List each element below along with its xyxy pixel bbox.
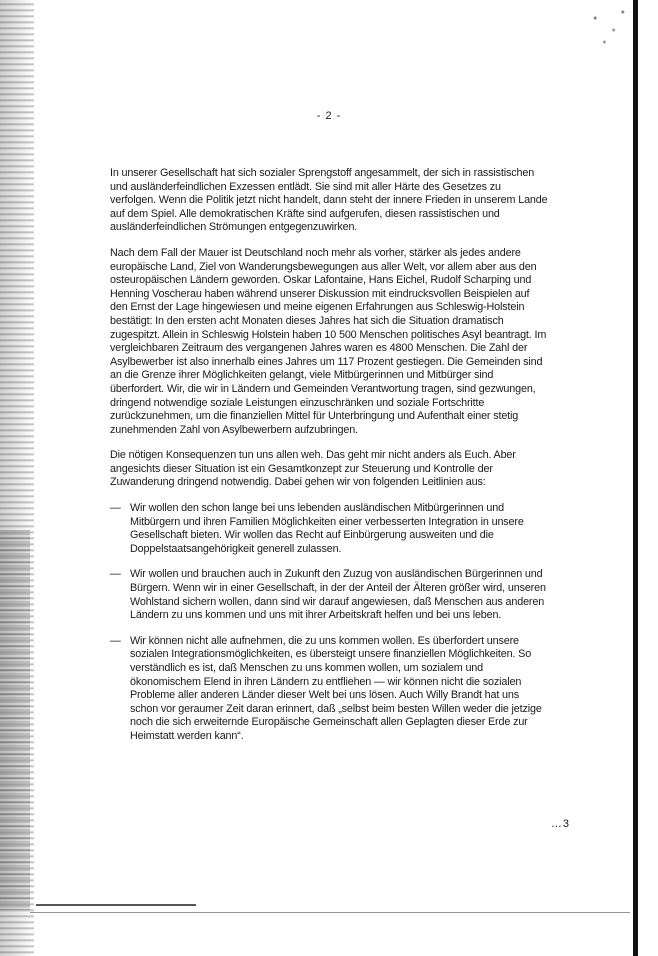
scan-mark-bottom — [36, 904, 196, 906]
dash-bullet: — — [110, 568, 121, 581]
dash-bullet: — — [110, 634, 121, 647]
scan-margin-right — [638, 0, 658, 956]
scan-shadow-left — [0, 530, 30, 910]
body-text — [110, 167, 548, 756]
guideline-text: Wir können nicht alle aufnehmen, die zu uns kommen wollen. Es überfordert unsere sozialen Integrationsmöglichkeiten, es übersteigt unsere finanziellen Möglichkeiten. So verständlich es ist, daß Menschen zu uns kommen wollen, um sozialem und ökonomischem Elend in ihren Ländern zu entfliehen — wir können nicht die sozialen Probleme aller anderen Länder dieser Welt bei uns lösen. Auch Willy Brandt hat uns schon vor geraumer Zeit daran erinnert, daß „selbst beim besten Willen weder die jetzige noch die sich erweiternde Europäische Gemeinschaft allen Geplagten dieser Erde zur Heimstatt werden kann“. — [130, 634, 542, 742]
page-number: - 2 - — [316, 110, 342, 122]
continuation-marker: …3 — [550, 818, 570, 830]
guideline-text: Wir wollen den schon lange bei uns lebenden ausländischen Mitbürgerinnen und Mitbürgern und ihren Familien Möglichkeiten einer verbesserten Integration in unsere Gesellschaft bieten. Wir wollen das Recht auf Einbürgerung ausweiten und die Doppelstaatsangehörigkeit generell zulassen. — [130, 502, 524, 555]
paragraph-3: Die nötigen Konsequenzen tun uns allen weh. Das geht mir nicht anders als Euch. Aber angesichts dieser Situation ist ein Gesamtkonzept zur Steuerung und Kontrolle der Zuwanderung dringend notwendig. Dabei gehen wir von folgenden Leitlinien aus: — [110, 449, 516, 489]
scan-speckle — [586, 0, 632, 60]
list-item — [110, 502, 548, 556]
guidelines-list — [110, 502, 548, 744]
paragraph-1: In unserer Gesellschaft hat sich sozialer Sprengstoff angesammelt, der sich in rassistischen und ausländerfeindlichen Exzessen entlädt. Sie sind mit aller Härte des Gesetzes zu verfolgen. Wenn die Politik jetzt nicht handelt, dann steht der innere Frieden in unserem Lande auf dem Spiel. Alle demokratischen Kräfte sind aufgerufen, diesen rassistischen und ausländerfeindlichen Strömungen entgegenzuwirken. — [110, 167, 548, 234]
list-item — [110, 568, 548, 622]
dash-bullet: — — [110, 502, 121, 515]
scan-line-bottom — [30, 912, 630, 913]
guideline-text: Wir wollen und brauchen auch in Zukunft den Zuzug von ausländischen Bürgerinnen und Bürgern. Wenn wir in einer Gesellschaft, in der der Anteil der Älteren größer wird, unseren Wohlstand sichern wollen, dann sind wir darauf angewiesen, daß Menschen aus anderen Ländern zu uns kommen und uns mit ihrer Arbeitskraft helfen und bei uns leben. — [130, 568, 546, 622]
paragraph-2: Nach dem Fall der Mauer ist Deutschland noch mehr als vorher, stärker als jedes andere europäische Land, Ziel von Wanderungsbewegungen aus aller Welt, vor allem aber aus den osteuropäischen Ländern geworden. Oskar Lafontaine, Hans Eichel, Rudolf Scharping und Henning Voscherau haben während unserer Diskussion mit eindrucksvollen Beispielen auf den Ernst der Lage hingewiesen und meine eigenen Erfahrungen aus Schleswig-Holstein bestätigt: In den ersten acht Monaten dieses Jahres hat sich die Situation dramatisch zugespitzt. Allein in Schleswig Holstein haben 10 500 Menschen politisches Asyl beantragt. Im vergleichbaren Zeitraum des vergangenen Jahres waren es 4800 Menschen. Die Zahl der Asylbewerber ist also innerhalb eines Jahres um 117 Prozent gestiegen. Die Gemeinden sind an die Grenze ihrer Möglichkeiten gelangt, viele Mitbürgerinnen und Mitbürger sind überfordert. Wir, die wir in Ländern und Gemeinden Verantwortung tragen, sind gezwungen, dringend notwendige soziale Leistungen einzuschränken und soziale Fortschritte zurückzunehmen, um die finanziellen Mittel für Unterbringung und Aufenthalt einer stetig zunehmenden Zahl von Asylbewerbern aufzubringen. — [110, 246, 547, 436]
list-item — [110, 635, 548, 744]
